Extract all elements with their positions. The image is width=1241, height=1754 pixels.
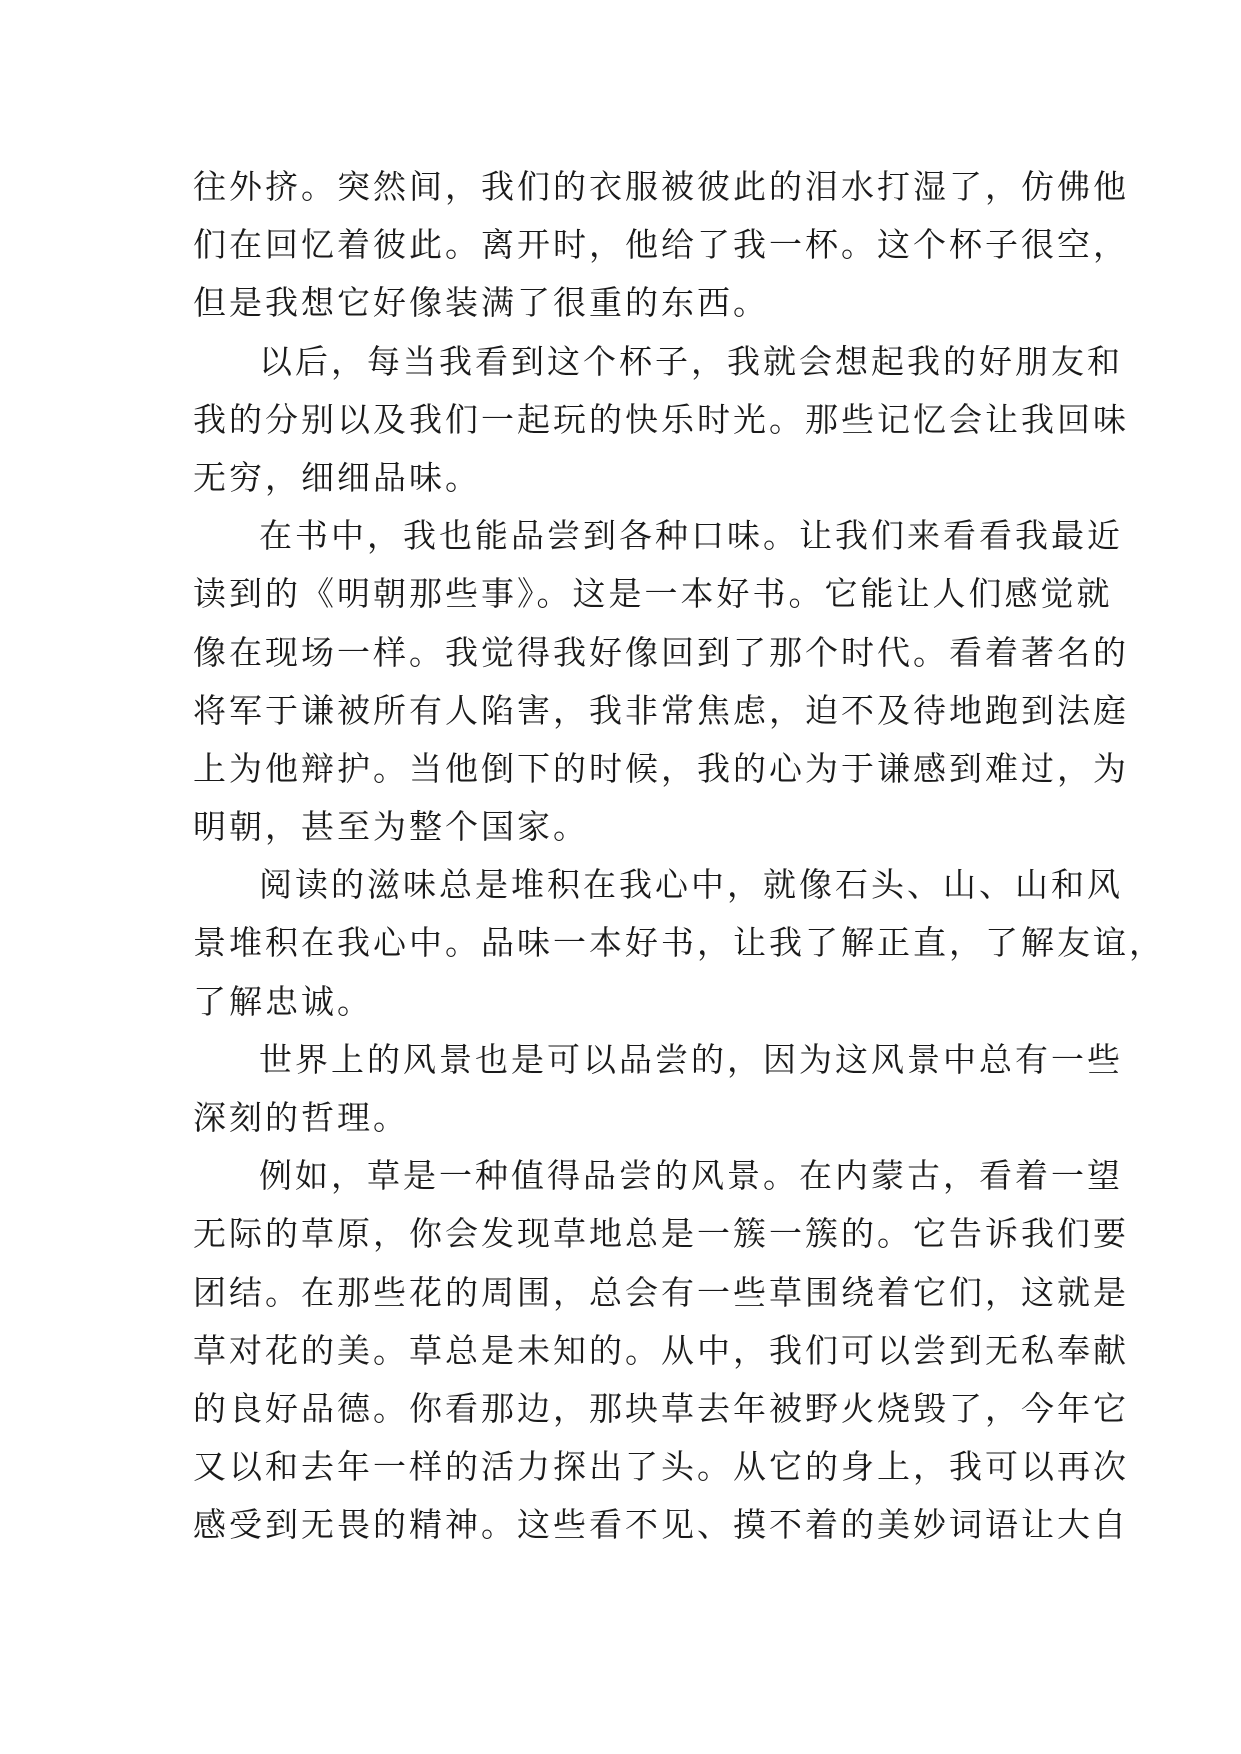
paragraph-first-line: 世界上的风景也是可以品尝的，因为这风景中总有一些 (259, 1039, 1123, 1079)
text-line: 我的分别以及我们一起玩的快乐时光。那些记忆会让我回味 (193, 399, 1129, 439)
text-line: 将军于谦被所有人陷害，我非常焦虑，迫不及待地跑到法庭 (193, 690, 1129, 730)
paragraph-first-line: 在书中，我也能品尝到各种口味。让我们来看看我最近 (259, 516, 1123, 556)
text-line: 但是我想它好像装满了很重的东西。 (193, 283, 769, 323)
text-line: 的良好品德。你看那边，那块草去年被野火烧毁了，今年它 (193, 1388, 1129, 1428)
text-line: 深刻的哲理。 (193, 1098, 409, 1137)
text-line: 景堆积在我心中。品味一本好书，让我了解正直，了解友谊， (193, 923, 1165, 963)
text-line: 明朝，甚至为整个国家。 (193, 807, 589, 847)
text-line: 上为他辩护。当他倒下的时候，我的心为于谦感到难过，为 (193, 748, 1129, 788)
text-line: 无穷，细细品味。 (193, 457, 481, 497)
text-line: 像在现场一样。我觉得我好像回到了那个时代。看着著名的 (193, 632, 1129, 672)
paragraph-first-line: 以后，每当我看到这个杯子，我就会想起我的好朋友和 (259, 341, 1123, 381)
text-line: 了解忠诚。 (193, 981, 373, 1021)
text-line: 读到的《明朝那些事》。这是一本好书。它能让人们感觉就 (193, 574, 1113, 614)
text-line: 们在回忆着彼此。离开时，他给了我一杯。这个杯子很空， (193, 225, 1129, 265)
text-line: 草对花的美。草总是未知的。从中，我们可以尝到无私奉献 (193, 1330, 1129, 1370)
paragraph-first-line: 阅读的滋味总是堆积在我心中，就像石头、山、山和风 (259, 865, 1123, 905)
text-line: 往外挤。突然间，我们的衣服被彼此的泪水打湿了，仿佛他 (193, 167, 1129, 206)
paragraph-first-line: 例如，草是一种值得品尝的风景。在内蒙古，看着一望 (259, 1156, 1123, 1196)
body-text (193, 158, 1165, 1555)
text-line: 团结。在那些花的周围，总会有一些草围绕着它们，这就是 (193, 1272, 1129, 1312)
text-line: 感受到无畏的精神。这些看不见、摸不着的美妙词语让大自 (193, 1505, 1129, 1545)
text-line: 无际的草原，你会发现草地总是一簇一簇的。它告诉我们要 (193, 1214, 1129, 1254)
text-line: 又以和去年一样的活力探出了头。从它的身上，我可以再次 (193, 1447, 1129, 1487)
